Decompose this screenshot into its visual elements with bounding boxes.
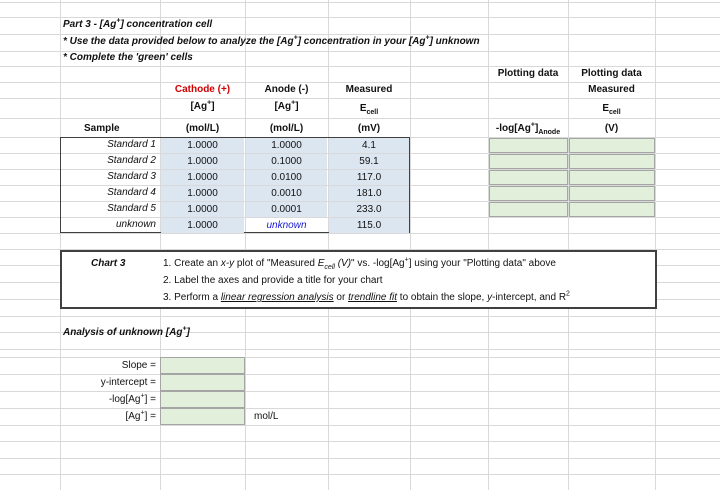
- sample-header: Sample: [84, 123, 120, 134]
- mv-cell[interactable]: 117.0: [329, 170, 409, 185]
- sample-name: Standard 2: [107, 155, 156, 166]
- plot-ecell-cell[interactable]: [569, 170, 655, 185]
- cathode-cell[interactable]: 1.0000: [161, 186, 244, 201]
- plot-ecell-cell[interactable]: [569, 154, 655, 169]
- plotting-data-header-2: Plotting data: [581, 68, 642, 79]
- conc-input-cell[interactable]: [160, 408, 245, 425]
- sample-name: unknown: [115, 219, 156, 230]
- anode-unit-header: (mol/L): [269, 123, 304, 134]
- mv-unit-header: (mV): [357, 123, 381, 134]
- anode-cell[interactable]: 0.0100: [246, 170, 327, 185]
- instruction-1: * Use the data provided below to analyze the [Ag+] concentration in your [Ag+] unknown: [63, 34, 480, 47]
- cathode-conc-header: [Ag+]: [190, 99, 215, 112]
- chart3-step-2: 2. Label the axes and provide a title for your chart: [163, 275, 383, 286]
- cathode-cell[interactable]: 1.0000: [161, 218, 244, 233]
- neglog-label: -log[Ag+] =: [108, 392, 156, 405]
- sample-name: Standard 1: [107, 139, 156, 150]
- plot-neglog-cell[interactable]: [489, 154, 568, 169]
- cathode-cell[interactable]: 1.0000: [161, 138, 244, 153]
- slope-label: Slope =: [121, 360, 156, 371]
- part-title: Part 3 - [Ag+] concentration cell: [63, 17, 213, 30]
- instruction-2: * Complete the 'green' cells: [63, 52, 193, 63]
- mv-cell[interactable]: 115.0: [329, 218, 409, 233]
- anode-cell[interactable]: 0.0001: [246, 202, 327, 217]
- plot-ecell-cell[interactable]: [569, 186, 655, 201]
- anode-conc-header: [Ag+]: [274, 99, 299, 112]
- cathode-cell[interactable]: 1.0000: [161, 154, 244, 169]
- mv-cell[interactable]: 233.0: [329, 202, 409, 217]
- anode-unknown-cell[interactable]: unknown: [266, 220, 307, 231]
- cathode-unit-header: (mol/L): [185, 123, 220, 134]
- plot-ecell-cell[interactable]: [569, 202, 655, 217]
- plot-neglog-cell[interactable]: [489, 202, 568, 217]
- cathode-cell[interactable]: 1.0000: [161, 202, 244, 217]
- mv-cell[interactable]: 59.1: [329, 154, 409, 169]
- mv-cell[interactable]: 4.1: [329, 138, 409, 153]
- anode-cell[interactable]: 0.1000: [246, 154, 327, 169]
- chart3-step-3: 3. Perform a linear regression analysis or trendline fit to obtain the slope, y-intercept, and $R^2$: [163, 290, 570, 303]
- linear-regression-link[interactable]: linear regression analysis: [220, 292, 334, 303]
- cathode-header: Cathode (+): [174, 84, 231, 95]
- anode-cell[interactable]: 1.0000: [246, 138, 327, 153]
- sample-name: Standard 3: [107, 171, 156, 182]
- mv-cell[interactable]: 181.0: [329, 186, 409, 201]
- chart3-box: [60, 250, 657, 309]
- plot-neglog-cell[interactable]: [489, 186, 568, 201]
- sample-name: Standard 5: [107, 203, 156, 214]
- volt-unit-header: (V): [604, 123, 619, 134]
- analysis-title: Analysis of unknown [Ag+]: [63, 325, 190, 338]
- ecell-header: $E_{cell}$: [359, 103, 379, 116]
- conc-unit: mol/L: [254, 411, 279, 422]
- cathode-cell[interactable]: 1.0000: [161, 170, 244, 185]
- sample-name: Standard 4: [107, 187, 156, 198]
- chart3-step-1: 1. Create an x-y plot of "Measured $E_{cell}$ (V)" vs. -log[Ag+] using your "Plotting data" above: [163, 256, 556, 271]
- trendline-fit-link[interactable]: trendline fit: [348, 292, 398, 303]
- plot2-measured-header: Measured: [588, 84, 635, 95]
- neglog-anode-header: $-\log[Ag^+]_{Anode}$: [495, 121, 561, 136]
- plotting-data-header-1: Plotting data: [497, 68, 559, 79]
- neglog-input-cell[interactable]: [160, 391, 245, 408]
- intercept-label: y-intercept =: [100, 377, 156, 388]
- plot2-ecell-header: $E_{cell}$: [602, 103, 621, 116]
- plot-ecell-cell[interactable]: [569, 138, 655, 153]
- slope-input-cell[interactable]: [160, 357, 245, 374]
- chart3-label: Chart 3: [91, 258, 126, 269]
- measured-header: Measured: [345, 84, 393, 95]
- anode-header: Anode (-): [264, 84, 309, 95]
- plot-neglog-cell[interactable]: [489, 170, 568, 185]
- intercept-input-cell[interactable]: [160, 374, 245, 391]
- conc-label: [Ag+] =: [125, 409, 156, 422]
- anode-cell[interactable]: 0.0010: [246, 186, 327, 201]
- plot-neglog-cell[interactable]: [489, 138, 568, 153]
